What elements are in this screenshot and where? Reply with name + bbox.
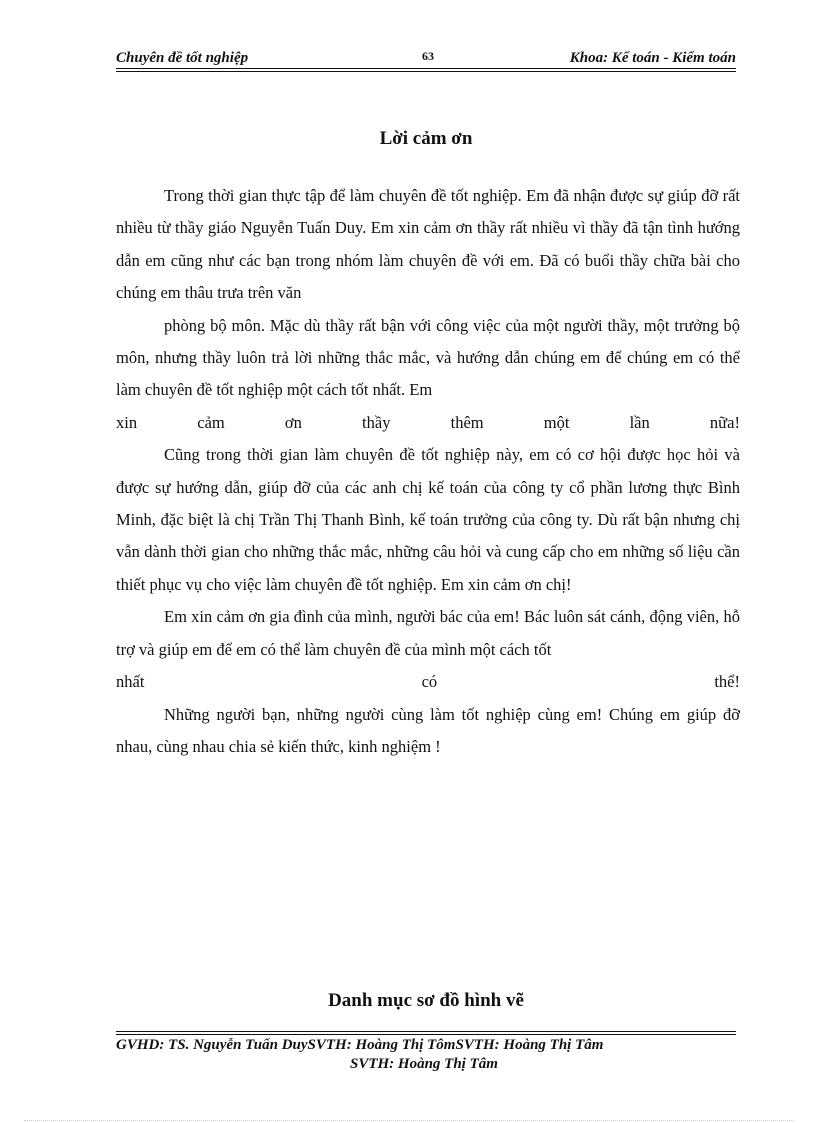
word: thầy xyxy=(362,412,391,432)
page-title: Lời cảm ơn xyxy=(379,128,473,149)
word: nữa! xyxy=(709,412,740,432)
header-rule-thin xyxy=(116,71,736,72)
header-rule xyxy=(116,68,736,69)
paragraph-1: Trong thời gian thực tập để làm chuyên đề tốt nghiệp. Em đã nhận được sự giúp đỡ rất nhiều từ thầy giáo Nguyễn Tuấn Duy. Em xin cảm ơn thầy rất nhiều vì thầy đã tận tình hướng dẫn em cũng như các bạn trong nhóm làm chuyên đề với em. Đã có buổi thầy chữa bài cho chúng em thâu trưa trên văn xyxy=(116,186,740,303)
footer-rule-thin xyxy=(116,1031,736,1032)
word: có xyxy=(421,672,438,692)
word: thêm xyxy=(450,412,484,432)
document-body xyxy=(116,180,740,763)
page-edge-divider xyxy=(24,1120,794,1121)
word: nhất xyxy=(116,672,145,692)
paragraph-5: Những người bạn, những người cùng làm tốt nghiệp cùng em! Chúng em giúp đỡ nhau, cùng nhau chia sẻ kiến thức, kinh nghiệm ! xyxy=(116,704,740,756)
page-header xyxy=(116,46,736,68)
word: ơn xyxy=(284,412,302,432)
paragraph-3: Cũng trong thời gian làm chuyên đề tốt nghiệp này, em có cơ hội được học hỏi và được sự hướng dẫn, giúp đỡ của các anh chị kế toán của công ty cổ phần lương thực Bình Minh, đặc biệt là chị Trần Thị Thanh Bình, kế toán trưởng của công ty. Dù rất bận nhưng chị vẫn dành thời gian cho những thắc mắc, những câu hỏi và cung cấp cho em những số liệu cần thiết phục vụ cho việc làm chuyên đề tốt nghiệp. Em xin cảm ơn chị! xyxy=(116,445,740,594)
header-faculty-label: Khoa: Kế toán - Kiểm toán xyxy=(569,50,736,66)
word: thể! xyxy=(714,672,740,692)
word: cảm xyxy=(197,412,225,432)
footer-line-1: GVHD: TS. Nguyễn Tuấn DuySVTH: Hoàng Thị TômSVTH: Hoàng Thị Tâm xyxy=(116,1037,604,1053)
paragraph-2: phòng bộ môn. Mặc dù thầy rất bận với công việc của một người thầy, một trưởng bộ môn, nhưng thầy luôn trả lời những thắc mắc, và hướng dẫn chúng em để chúng em có thể làm chuyên đề tốt nghiệp một cách tốt nhất. Em xyxy=(116,315,740,400)
page-number: 63 xyxy=(422,49,434,63)
word: xin xyxy=(116,412,138,432)
word: một xyxy=(543,412,570,432)
paragraph-4: Em xin cảm ơn gia đình của mình, người bác của em! Bác luôn sát cánh, động viên, hỗ trợ và giúp em để em có thể làm chuyên đề của mình một cách tốt xyxy=(116,607,740,659)
paragraph-4-last-line xyxy=(116,666,740,698)
section-title: Danh mục sơ đồ hình vẽ xyxy=(328,990,524,1011)
word: lần xyxy=(629,412,650,432)
paragraph-2-last-line xyxy=(116,407,740,439)
footer-line-2: SVTH: Hoàng Thị Tâm xyxy=(350,1056,498,1072)
page-footer xyxy=(116,1036,736,1074)
footer-rule xyxy=(116,1034,736,1035)
header-thesis-label: Chuyên đề tốt nghiệp xyxy=(116,50,249,66)
